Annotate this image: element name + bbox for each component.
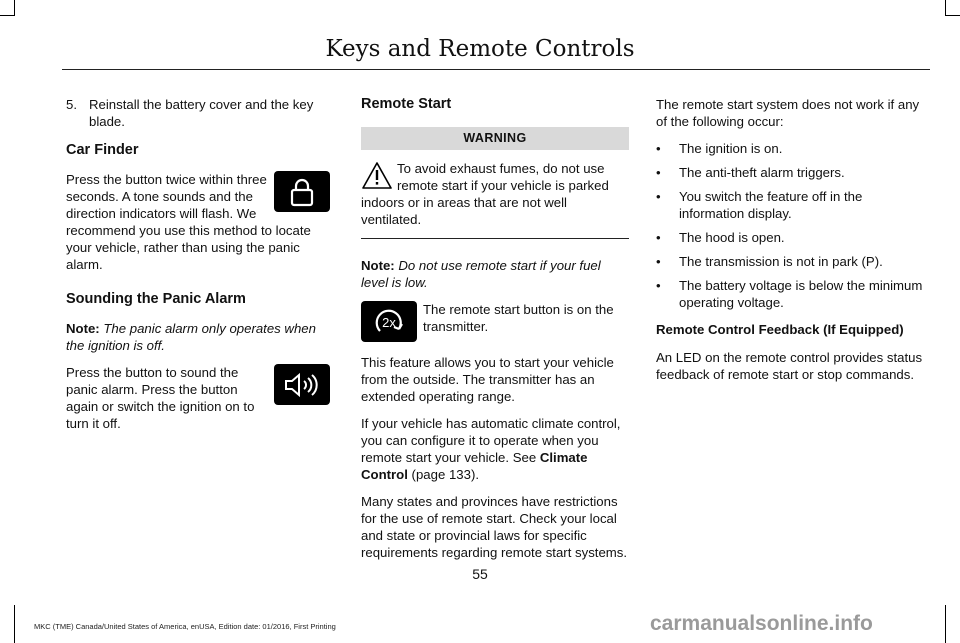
step-number: 5.	[66, 97, 77, 112]
panic-note: Note: The panic alarm only operates when the ignition is off.	[66, 321, 316, 353]
watermark: carmanualsonline.info	[650, 612, 873, 635]
panic-alarm-heading: Sounding the Panic Alarm	[66, 291, 246, 307]
list-item: • The anti-theft alarm triggers.	[656, 165, 845, 180]
crop-mark	[945, 605, 946, 643]
page-header-title: Keys and Remote Controls	[325, 36, 635, 62]
list-item: • The ignition is on.	[656, 141, 783, 156]
climate-control-link[interactable]: Climate Control	[361, 450, 588, 482]
remote-start-p2: If your vehicle has automatic climate control, you can configure it to operate when you remote start your vehicle. See Climate Control (page 133).	[361, 416, 621, 482]
right-column	[656, 96, 928, 393]
car-finder-paragraph: Press the button twice within three seconds. A tone sounds and the direction indicators will flash. We recommend you use this method to locate your vehicle, rather than using the panic alarm.	[66, 171, 336, 273]
page-number: 55	[472, 566, 488, 582]
middle-column	[361, 96, 629, 571]
remote-start-2x-icon	[361, 301, 417, 342]
warning-triangle-icon	[361, 160, 395, 190]
list-item: • The battery voltage is below the minimum operating voltage.	[656, 278, 923, 310]
speaker-icon	[274, 364, 330, 405]
panic-paragraph: Press the button to sound the panic alarm. Press the button again or switch the ignition on to turn it off.	[66, 364, 336, 432]
edition-footer: MKC (TME) Canada/United States of America, enUSA, Edition date: 01/2016, First Printing	[34, 622, 336, 631]
crop-mark	[14, 605, 15, 643]
step-5	[66, 96, 336, 130]
car-finder-heading: Car Finder	[66, 142, 139, 158]
remote-start-note: Note: Do not use remote start if your fuel level is low.	[361, 258, 601, 290]
remote-start-heading: Remote Start	[361, 96, 452, 112]
right-intro: The remote start system does not work if any of the following occur:	[656, 97, 920, 129]
list-item: • You switch the feature off in the information display.	[656, 189, 863, 221]
feedback-heading: Remote Control Feedback (If Equipped)	[656, 322, 904, 337]
conditions-list	[656, 140, 928, 311]
remote-start-button-paragraph: 2x The remote start button is on the transmitter.	[361, 301, 629, 344]
crop-mark	[945, 0, 946, 16]
remote-start-p3: Many states and provinces have restrictions for the use of remote start. Check your local and state or provincial laws for specific requirements regarding remote start systems.	[361, 494, 628, 560]
warning-rule	[361, 238, 629, 239]
lock-icon	[274, 171, 330, 212]
feedback-paragraph: An LED on the remote control provides status feedback of remote start or stop commands.	[656, 350, 923, 382]
crop-mark	[14, 0, 15, 16]
header-rule	[62, 69, 930, 70]
remote-start-p1: This feature allows you to start your vehicle from the outside. The transmitter has an extended operating range.	[361, 355, 614, 404]
svg-text:2x: 2x	[382, 314, 396, 330]
warning-banner: WARNING	[361, 127, 629, 150]
crop-mark	[0, 15, 14, 16]
list-item: • The transmission is not in park (P).	[656, 254, 883, 269]
left-column	[66, 96, 336, 442]
list-item: • The hood is open.	[656, 230, 785, 245]
step-text: Reinstall the battery cover and the key blade.	[89, 97, 314, 129]
warning-paragraph: To avoid exhaust fumes, do not use remote start if your vehicle is parked indoors or in areas that are not well ventilated.	[361, 161, 609, 227]
crop-mark	[946, 15, 960, 16]
